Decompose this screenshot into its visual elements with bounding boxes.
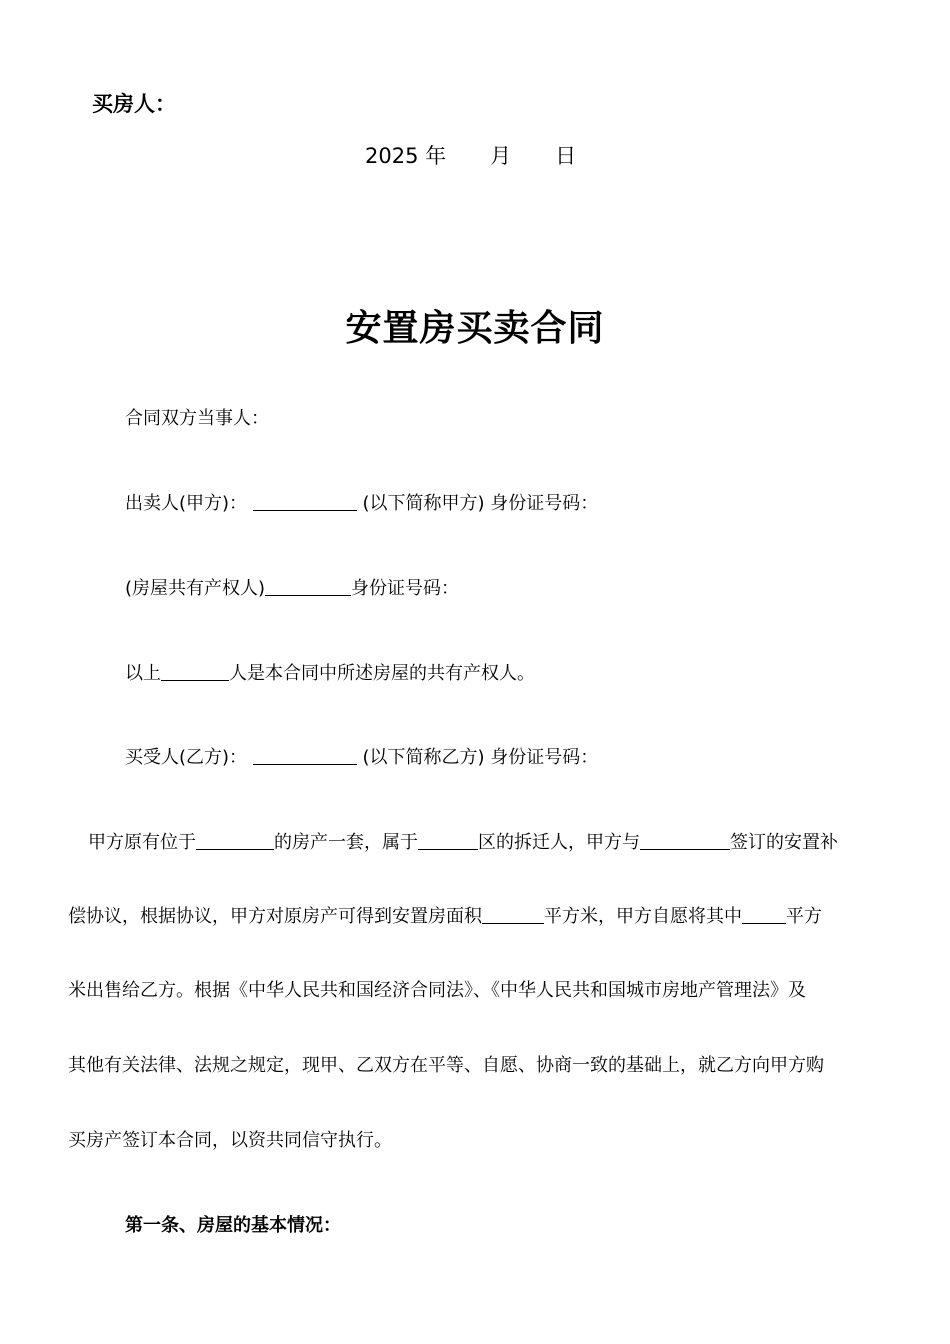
agreement-party-blank [640,848,730,850]
resettlement-area-blank [482,922,544,924]
parties-intro: 合同双方当事人： [125,408,269,429]
coowner-id-label: 身份证号码： [351,578,460,599]
seller-label: 出卖人(甲方)： [125,493,248,514]
date-day: 日 [555,144,577,168]
date-month: 月 [490,144,512,168]
district-blank [418,848,478,850]
body-text: 平方 [786,906,822,927]
seller-id-label: (以下简称甲方) 身份证号码： [362,493,599,514]
body-line-3: 米出售给乙方。根据《中华人民共和国经济合同法》、《中华人民共和国城市房地产管理法》及 [68,980,806,1001]
coowner-line [125,574,459,600]
coowner-count-line [125,659,535,685]
sale-area-blank [742,922,786,924]
body-text: 签订的安置补 [730,832,838,853]
body-text: 区的拆迁人，甲方与 [478,832,640,853]
signing-date [365,140,576,170]
body-line-2 [68,902,822,928]
coowner-name-blank [265,594,351,596]
document-title: 安置房买卖合同 [345,308,605,349]
buyer-signature-label: 买房人： [92,92,176,116]
body-text: 偿协议，根据协议，甲方对原房产可得到安置房面积 [68,906,482,927]
body-text: 平方米，甲方自愿将其中 [544,906,742,927]
buyer-label: 买受人(乙方)： [125,747,248,768]
body-line-5: 买房产签订本合同，以资共同信守执行。 [68,1130,392,1151]
seller-name-blank [253,509,357,511]
seller-line [125,489,598,515]
buyer-id-label: (以下简称乙方) 身份证号码： [362,747,599,768]
coowner-label: (房屋共有产权人) [125,578,266,599]
body-line-1 [88,828,838,854]
body-line-4: 其他有关法律、法规之规定，现甲、乙双方在平等、自愿、协商一致的基础上，就乙方向甲方购 [68,1055,824,1076]
property-location-blank [196,848,274,850]
buyer-line [125,743,598,769]
section-1-heading: 第一条、房屋的基本情况： [125,1215,341,1236]
date-year: 2025 年 [365,144,447,168]
buyer-name-blank [253,763,357,765]
body-text: 的房产一套，属于 [274,832,418,853]
coowner-count-blank [161,679,229,681]
coowner-count-suffix: 人是本合同中所述房屋的共有产权人。 [229,663,535,684]
coowner-count-prefix: 以上 [125,663,161,684]
body-text: 甲方原有位于 [88,832,196,853]
